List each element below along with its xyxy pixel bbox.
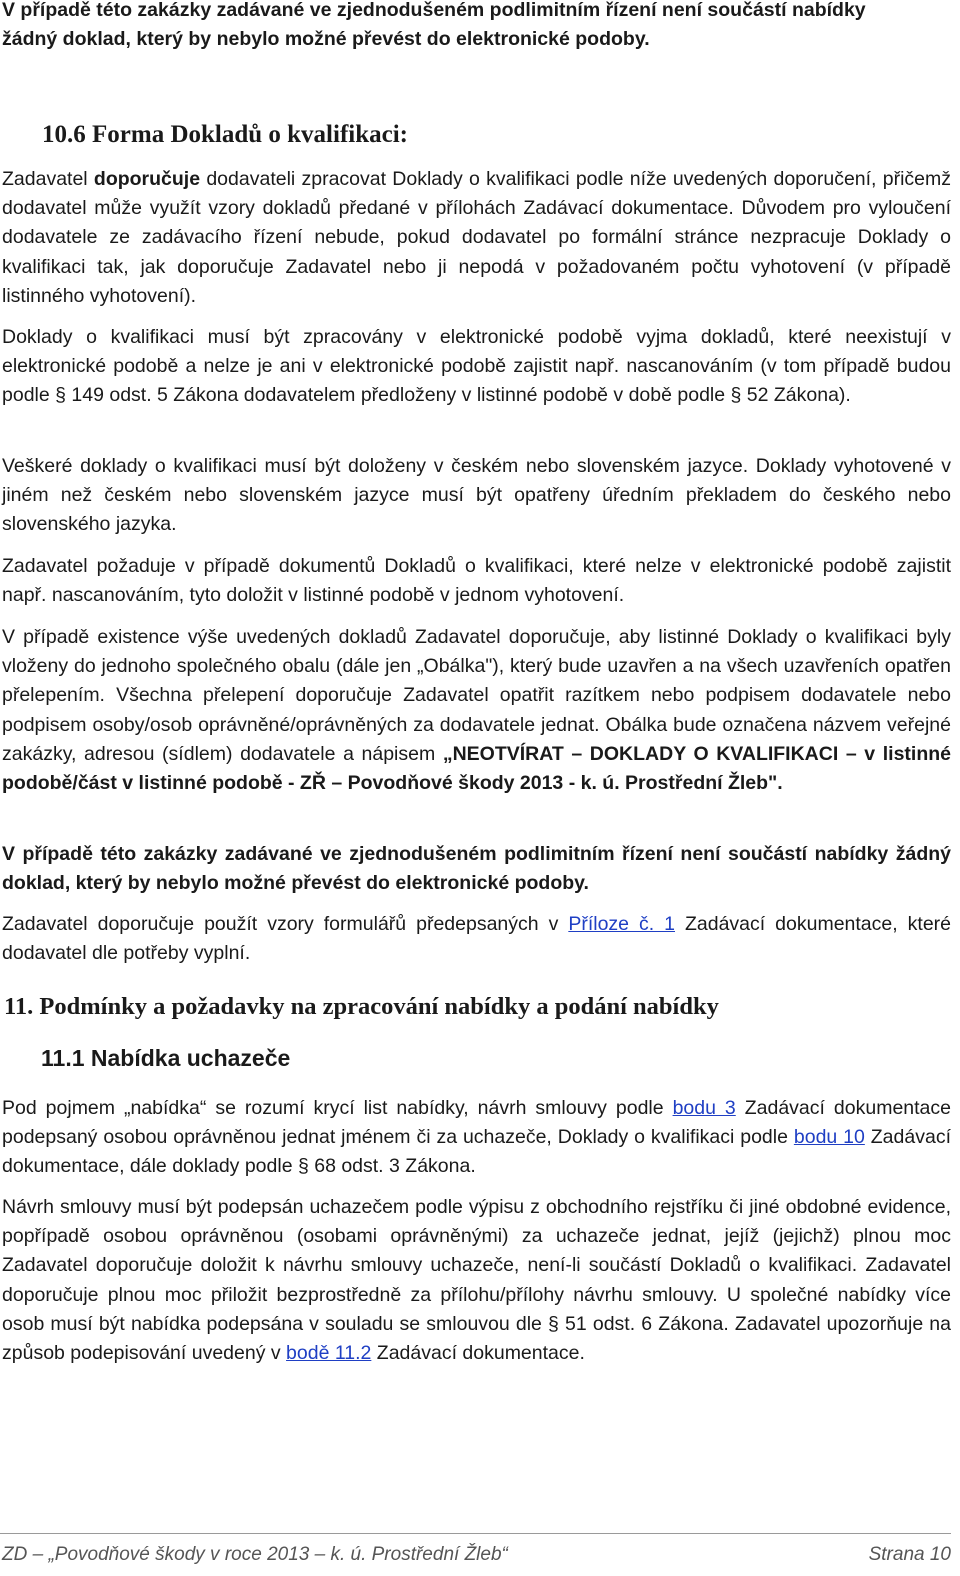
top-note-line2: žádný doklad, který by nebylo možné převést do elektronické podoby. — [2, 28, 650, 51]
paragraph-11-1-1: Pod pojmem „nabídka“ se rozumí krycí list nabídky, návrh smlouvy podle bodu 3 Zadávací dokumentace podepsaný osobou oprávněnou jednat jménem či za uchazeče, Doklady o kvalifikaci podle bodu 10 Zadávací dokumentace, dále doklady podle § 68 odst. 3 Zákona. — [2, 1097, 951, 1178]
section-11-heading: 11. Podmínky a požadavky na zpracování nabídky a podání nabídky — [4, 993, 719, 1020]
paragraph-10-6-6: V případě této zakázky zadávané ve zjednodušeném podlimitním řízení není součástí nabídky žádný doklad, který by nebylo možné převést do elektronické podoby. — [2, 843, 951, 895]
link-bode-11-2[interactable]: bodě 11.2 — [286, 1342, 372, 1365]
paragraph-10-6-4: Zadavatel požaduje v případě dokumentů Dokladů o kvalifikaci, které nelze v elektronické podobě zajistit např. nascanováním, tyto doložit v listinné podobě v jednom vyhotovení. — [2, 555, 951, 607]
page-footer — [0, 1533, 951, 1570]
emphasis-doporucuje: doporučuje — [93, 168, 201, 190]
paragraph-10-6-3: Veškeré doklady o kvalifikaci musí být doloženy v českém nebo slovenském jazyce. Doklady vyhotovené v jiném než českém nebo slovenském jazyce musí být opatřeny úředním překladem do českého nebo slovenského jazyka. — [2, 455, 951, 536]
section-11-1-heading: 11.1 Nabídka uchazeče — [41, 1045, 291, 1071]
link-bodu-3[interactable]: bodu 3 — [672, 1097, 736, 1119]
link-bodu-10[interactable]: bodu 10 — [793, 1126, 865, 1149]
paragraph-10-6-7: Zadavatel doporučuje použít vzory formulářů předepsaných v Příloze č. 1 Zadávací dokumentace, které dodavatel dle potřeby vyplní. — [2, 913, 951, 965]
paragraph-10-6-5: V případě existence výše uvedených dokladů Zadavatel doporučuje, aby listinné Doklady o kvalifikaci byly vloženy do jednoho společného obalu (dále jen „Obálka"), který bude uzavřen a na všech uzavřeních opatřen přelepením. Všechna přelepení doporučuje Zadavatel opatřit razítkem nebo podpisem dodavatele nebo podpisem osoby/osob oprávněné/oprávněných za dodavatele jednat. Obálka bude označena názvem veřejné zakázky, adresou (sídlem) dodavatele a nápisem „NEOTVÍRAT – DOKLADY O KVALIFIKACI – v listinné podobě/část v listinné podobě - ZŘ – Povodňové škody 2013 - k. ú. Prostřední Žleb". — [2, 626, 951, 795]
paragraph-10-6-1: Zadavatel doporučuje dodavateli zpracovat Doklady o kvalifikaci podle níže uvedených doporučení, přičemž dodavatel může využít vzory dokladů předané v přílohách Zadávací dokumentace. Důvodem pro vyloučení dodavatele ze zadávacího řízení nebude, pokud dodavatel po formální stránce nezpracuje Doklady o kvalifikaci tak, jak doporučuje Zadavatel nebo ji nepodá v požadovaném počtu vyhotovení (v případě listinného vyhotovení). — [2, 168, 951, 307]
top-note-line1: V případě této zakázky zadávané ve zjednodušeném podlimitním řízení není součástí nabídky — [2, 0, 866, 21]
paragraph-11-1-2: Návrh smlouvy musí být podepsán uchazečem podle výpisu z obchodního rejstříku či jiné obdobné evidence, popřípadě osobou oprávněnou (osobami oprávněnými) za uchazeče jednat, jejíž (jejichž) plnou moc Zadavatel doporučuje doložit k návrhu smlouvy uchazeče, není-li součástí Dokladů o kvalifikaci. Zadavatel doporučuje plnou moc přiložit bezprostředně za přílohu/přílohy návrhu smlouvy. U společné nabídky více osob musí být nabídka podepsána v souladu se smlouvou dle § 51 odst. 6 Zákona. Zadavatel upozorňuje na způsob podepisování uvedený v bodě 11.2 Zadávací dokumentace. — [2, 1196, 951, 1365]
section-10-6-heading: 10.6 Forma Dokladů o kvalifikaci: — [42, 121, 408, 148]
footer-document-title: ZD – „Povodňové škody v roce 2013 – k. ú. Prostřední Žleb“ — [2, 1544, 508, 1565]
paragraph-10-6-2: Doklady o kvalifikaci musí být zpracovány v elektronické podobě vyjma dokladů, které neexistují v elektronické podobě a nelze je ani v elektronické podobě zajistit např. nascanováním (v tom případě budou podle § 149 odst. 5 Zákona dodavatelem předloženy v listinné podobě v době podle § 52 Zákona). — [2, 326, 951, 407]
link-priloha-1[interactable]: Příloze č. 1 — [568, 913, 675, 935]
footer-page-number: Strana 10 — [868, 1544, 951, 1565]
top-note — [2, 0, 951, 54]
envelope-label: „NEOTVÍRAT – DOKLADY O KVALIFIKACI – v listinné podobě/část v listinné podobě - ZŘ – Povodňové škody 2013 - k. ú. Prostřední Žleb". — [2, 742, 951, 795]
